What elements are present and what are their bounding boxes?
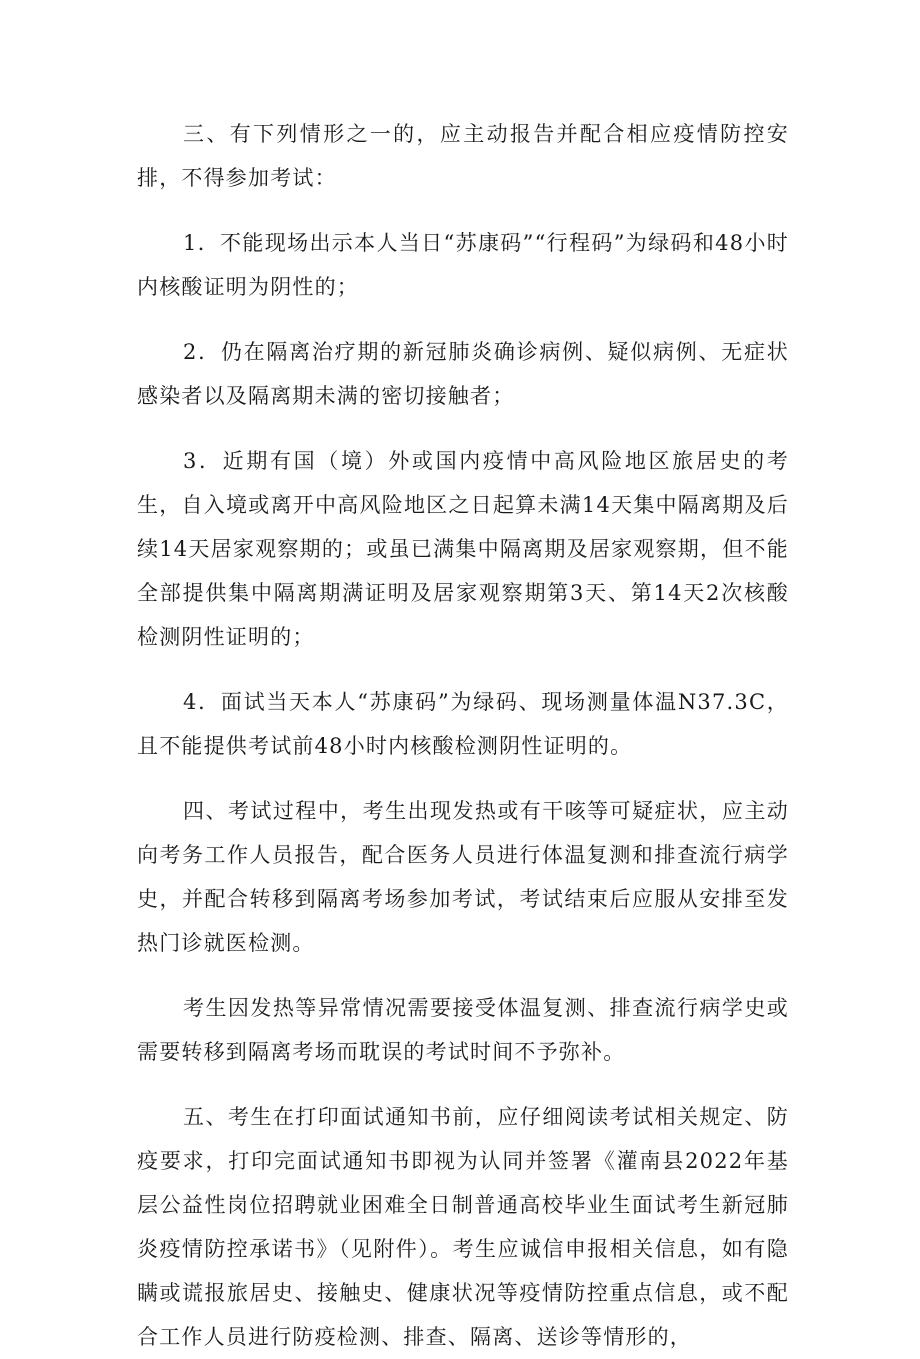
paragraph-item-2: 2．仍在隔离治疗期的新冠肺炎确诊病例、疑似病例、无症状感染者以及隔离期未满的密切接触者； [137,340,789,408]
paragraph-item-4: 4．面试当天本人“苏康码”为绿码、现场测量体温N37.3C，且不能提供考试前48小时内核酸检测阴性证明的。 [137,690,789,758]
paragraph-fever-note: 考生因发热等异常情况需要接受体温复测、排查流行病学史或需要转移到隔离考场而耽误的考试时间不予弥补。 [137,996,789,1064]
document-body [137,112,789,1359]
paragraph-section-three: 三、有下列情形之一的，应主动报告并配合相应疫情防控安排，不得参加考试： [137,122,789,190]
paragraph-item-3: 3．近期有国（境）外或国内疫情中高风险地区旅居史的考生，自入境或离开中高风险地区之日起算未满14天集中隔离期及后续14天居家观察期的；或虽已满集中隔离期及居家观察期，但不能全部提供集中隔离期满证明及居家观察期第3天、第14天2次核酸检测阴性证明的； [137,449,789,649]
paragraph-section-five: 五、考生在打印面试通知书前，应仔细阅读考试相关规定、防疫要求，打印完面试通知书即视为认同并签署《灌南县2022年基层公益性岗位招聘就业困难全日制普通高校毕业生面试考生新冠肺炎疫情防控承诺书》（见附件）。考生应诚信申报相关信息，如有隐瞒或谎报旅居史、接触史、健康状况等疫情防控重点信息，或不配合工作人员进行防疫检测、排查、隔离、送诊等情形的， [137,1105,789,1349]
paragraph-item-1: 1．不能现场出示本人当日“苏康码”“行程码”为绿码和48小时内核酸证明为阴性的； [137,231,789,299]
paragraph-section-four: 四、考试过程中，考生出现发热或有干咳等可疑症状，应主动向考务工作人员报告，配合医务人员进行体温复测和排查流行病学史，并配合转移到隔离考场参加考试，考试结束后应服从安排至发热门诊就医检测。 [137,799,789,955]
